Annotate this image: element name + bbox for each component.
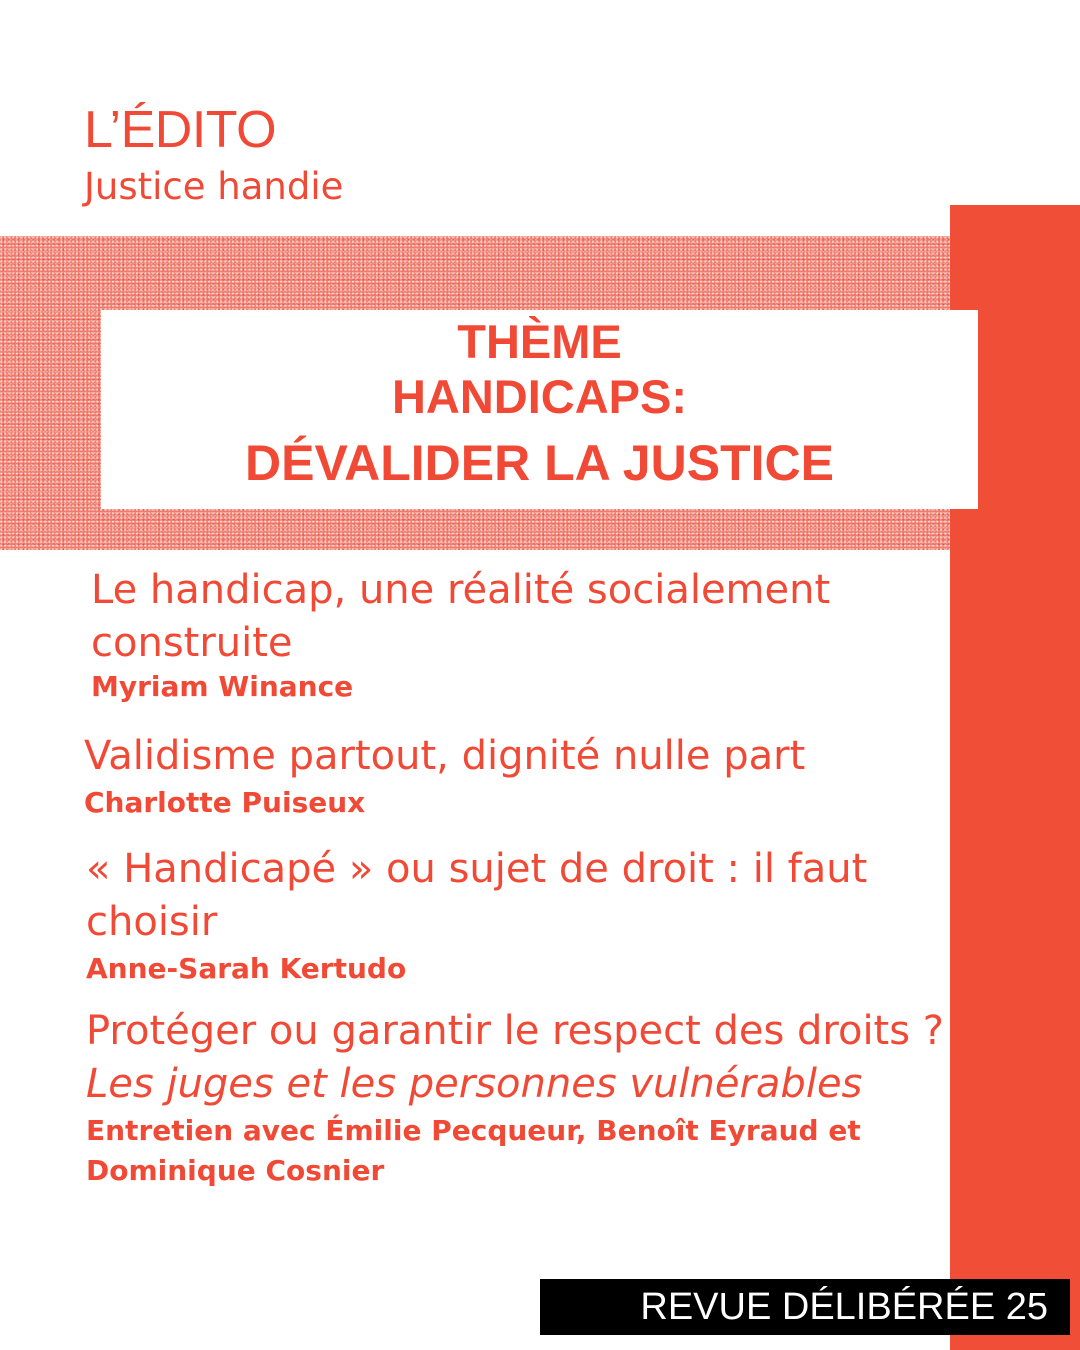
article-title: « Handicapé » ou sujet de droit : il faut choisir [86, 846, 868, 945]
theme-name: HANDICAPS: [391, 369, 688, 423]
article-author: Anne-Sarah Kertudo [86, 952, 407, 985]
edito-title: Justice handie [84, 165, 344, 208]
edito-label: L’ÉDITO [84, 101, 277, 159]
theme-box [101, 310, 978, 509]
article-title: Le handicap, une réalité socialement construite [91, 567, 831, 666]
article-1 [91, 564, 931, 704]
article-author: Charlotte Puiseux [84, 786, 366, 819]
theme-headline: DÉVALIDER LA JUSTICE [245, 435, 834, 492]
theme-label: THÈME [457, 315, 622, 368]
article-author: Entretien avec Émilie Pecqueur, Benoît Eyraud et Dominique Cosnier [86, 1114, 861, 1187]
article-title: Validisme partout, dignité nulle part [84, 733, 806, 779]
article-subtitle: Les juges et les personnes vulnérables [86, 1061, 863, 1107]
article-3 [86, 843, 946, 989]
article-2 [84, 730, 944, 823]
footer-issue-label: REVUE DÉLIBÉRÉE 25 [540, 1279, 1070, 1335]
article-4 [86, 1005, 946, 1191]
article-author: Myriam Winance [91, 670, 354, 703]
article-title: Protéger ou garantir le respect des droits ? [86, 1008, 945, 1054]
